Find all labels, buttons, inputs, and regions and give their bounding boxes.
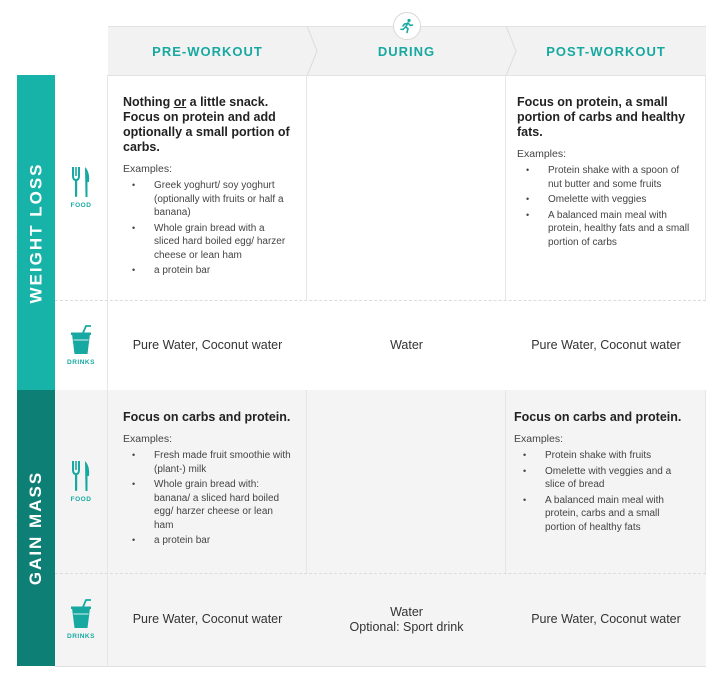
- weight-loss-during-drinks: [307, 300, 506, 390]
- weight-loss-during-food-cell: [307, 75, 506, 300]
- weight-loss-label: WEIGHT LOSS: [26, 162, 45, 303]
- weight-loss-pre-drinks-text: Pure Water, Coconut water: [132, 337, 283, 352]
- weight-loss-food-icon-cell: [55, 75, 108, 300]
- weight-loss-drinks-label: DRINKS: [67, 358, 95, 366]
- gain-mass-pre-examples-label: Examples:: [123, 433, 173, 445]
- weight-loss-pre-examples-list: [123, 179, 292, 278]
- gain-mass-pre-drinks-text: Pure Water, Coconut water: [132, 612, 283, 626]
- weight-loss-post-food-cell: [506, 75, 706, 300]
- list-item: • a protein bar: [123, 264, 292, 278]
- weight-loss-post-examples-list: [517, 164, 691, 249]
- gain-mass-post-heading: Focus on carbs and protein.: [514, 410, 682, 424]
- cup-with-straw-icon: [69, 599, 93, 629]
- list-item: • Greek yoghurt/ soy yoghurt (optionally with fruits or half a banana): [123, 179, 292, 220]
- fork-knife-icon: [70, 460, 92, 492]
- gain-mass-bar: [17, 390, 55, 666]
- weight-loss-pre-drinks: [108, 300, 307, 390]
- gain-mass-post-food-cell: [506, 390, 706, 573]
- gain-mass-pre-heading: Focus on carbs and protein.: [123, 410, 291, 424]
- gain-mass-food-label: FOOD: [70, 496, 92, 503]
- header-post-workout: [506, 26, 706, 76]
- list-item: • Protein shake with a spoon of nut butter and some fruits: [517, 164, 691, 191]
- weight-loss-pre-heading: [123, 95, 292, 155]
- table-bottom-border: [55, 666, 706, 667]
- list-item: • Protein shake with fruits: [514, 449, 691, 463]
- header-chevron-divider: [307, 26, 321, 76]
- weight-loss-pre-heading-part: a little snack. Focus on protein and add optionally a small portion of carbs.: [123, 95, 290, 154]
- gain-mass-pre-food-cell: [108, 390, 307, 573]
- weight-loss-post-drinks-text: Pure Water, Coconut water: [531, 337, 681, 352]
- gain-mass-post-examples-list: [514, 449, 691, 534]
- weight-loss-during-drinks-text: Water: [390, 337, 423, 352]
- gain-mass-food-icon-cell: [55, 390, 108, 573]
- list-item: • Omelette with veggies: [517, 193, 691, 207]
- weight-loss-pre-heading-part: Nothing: [123, 95, 174, 109]
- gain-mass-drinks-icon-cell: [55, 573, 108, 666]
- weight-loss-pre-food-cell: [108, 75, 307, 300]
- runner-badge: [393, 12, 421, 40]
- list-item: • A balanced main meal with protein, healthy fats and a small portion of carbs: [517, 209, 691, 250]
- cup-with-straw-icon: [69, 325, 93, 355]
- header-pre-workout: [108, 26, 307, 76]
- gain-mass-post-drinks-text: Pure Water, Coconut water: [531, 612, 681, 626]
- fork-knife-icon: [70, 166, 92, 198]
- weight-loss-post-heading: Focus on protein, a small portion of carbs and healthy fats.: [517, 95, 686, 139]
- header-during-label: DURING: [377, 43, 436, 59]
- gain-mass-post-drinks: [506, 573, 706, 666]
- weight-loss-post-drinks: [506, 300, 706, 390]
- weight-loss-drinks-icon-cell: [55, 300, 108, 390]
- gain-mass-during-drinks-line2: Optional: Sport drink: [349, 619, 464, 634]
- list-item: • Whole grain bread with a sliced hard boiled egg/ harzer cheese or lean ham: [123, 222, 292, 263]
- weight-loss-food-label: FOOD: [70, 202, 92, 209]
- list-item: • Fresh made fruit smoothie with (plant-) milk: [123, 449, 292, 476]
- header-chevron-divider: [506, 26, 520, 76]
- weight-loss-pre-examples-label: Examples:: [123, 163, 173, 175]
- list-item: • A balanced main meal with protein, carbs and a small portion of healthy fats: [514, 494, 691, 535]
- gain-mass-pre-examples-list: [123, 449, 292, 548]
- weight-loss-post-examples-label: Examples:: [517, 148, 567, 160]
- gain-mass-during-food-cell: [307, 390, 506, 573]
- gain-mass-post-examples-label: Examples:: [514, 433, 564, 445]
- weight-loss-bar: [17, 75, 55, 390]
- weight-loss-pre-heading-underlined: or: [173, 95, 187, 109]
- header-post-workout-label: POST-WORKOUT: [546, 43, 666, 59]
- gain-mass-drinks-label: DRINKS: [67, 633, 95, 640]
- gain-mass-pre-drinks: [108, 573, 307, 666]
- runner-icon: [399, 18, 415, 34]
- gain-mass-label: GAIN MASS: [26, 470, 45, 586]
- list-item: • Whole grain bread with: banana/ a sliced hard boiled egg/ harzer cheese or lean ham: [123, 478, 292, 532]
- header-pre-workout-label: PRE-WORKOUT: [152, 43, 263, 59]
- list-item: • Omelette with veggies and a slice of bread: [514, 465, 691, 492]
- gain-mass-during-drinks-line1: Water: [390, 604, 423, 619]
- list-item: • a protein bar: [123, 534, 292, 548]
- gain-mass-during-drinks: [307, 573, 506, 666]
